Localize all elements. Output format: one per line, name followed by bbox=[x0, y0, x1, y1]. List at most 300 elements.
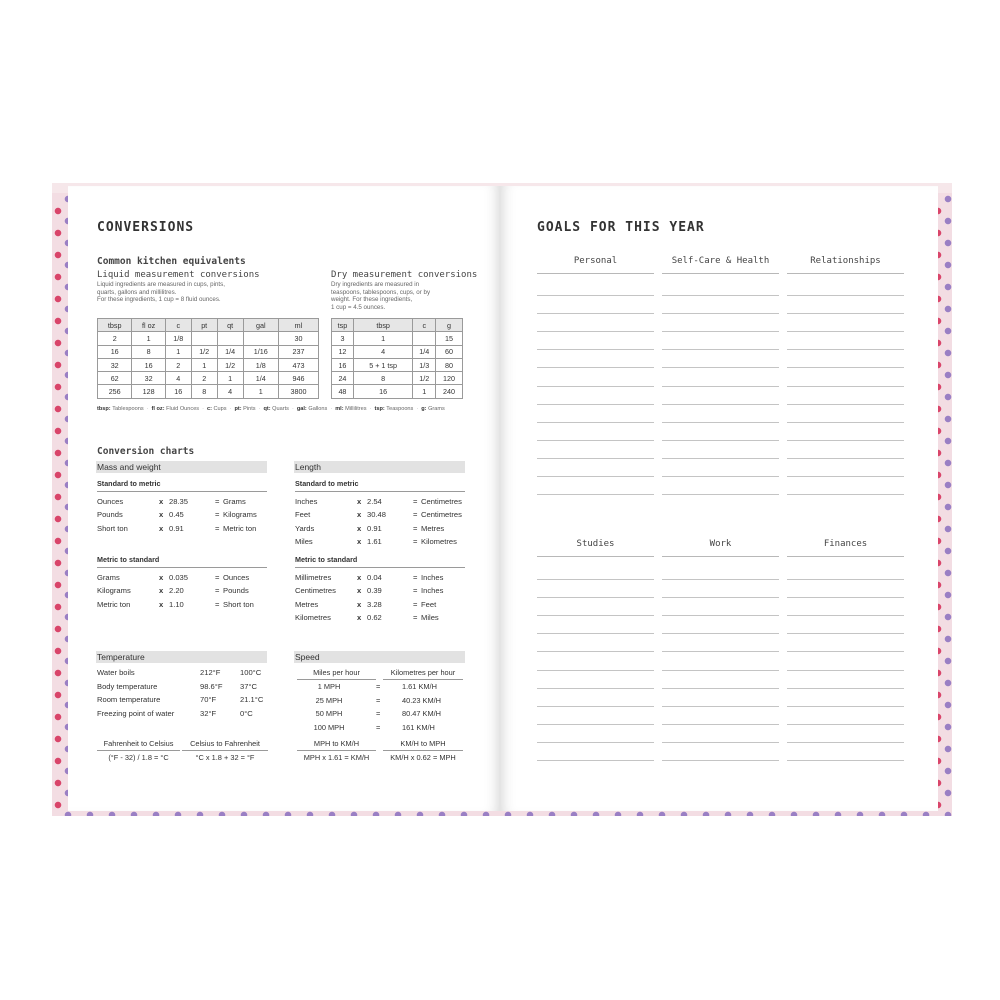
length-std-result-unit: Kilometres bbox=[421, 537, 457, 547]
goal-write-line[interactable] bbox=[662, 331, 779, 332]
goal-write-line[interactable] bbox=[787, 742, 904, 743]
length-met-unit: Centimetres bbox=[295, 586, 336, 596]
abbr-separator: · bbox=[291, 406, 294, 412]
abbreviations-legend bbox=[97, 406, 445, 412]
right-page bbox=[500, 186, 938, 811]
mass-met-row bbox=[97, 600, 269, 612]
goal-write-line[interactable] bbox=[787, 349, 904, 350]
length-met-factor: 0.62 bbox=[367, 613, 382, 623]
liquid-table-cell bbox=[217, 332, 243, 345]
speed-kmh-value: 161 KM/H bbox=[402, 722, 435, 732]
mass-met-times: x bbox=[159, 573, 164, 582]
length-std-result-unit: Centimetres bbox=[421, 497, 462, 506]
mass-std-result-unit: Grams bbox=[223, 497, 246, 506]
abbr-separator: · bbox=[202, 406, 204, 412]
goals-title: GOALS FOR THIS YEAR bbox=[537, 220, 705, 235]
goal-write-line[interactable] bbox=[537, 724, 654, 725]
length-header: Length bbox=[294, 461, 465, 473]
goal-write-line[interactable] bbox=[537, 688, 654, 689]
liquid-table-cell: 2 bbox=[191, 372, 217, 385]
mass-std-factor: 0.91 bbox=[169, 523, 184, 533]
length-std-times: x bbox=[357, 537, 362, 547]
goal-write-line[interactable] bbox=[662, 670, 779, 671]
liquid-table-row bbox=[98, 345, 319, 358]
goal-write-line[interactable] bbox=[787, 422, 904, 423]
mass-met-equals: = bbox=[215, 599, 220, 609]
goal-write-line[interactable] bbox=[537, 386, 654, 387]
dry-table-cell: 1/2 bbox=[413, 372, 436, 385]
dry-table-header-cell: tsp bbox=[332, 319, 354, 332]
length-met-unit: Kilometres bbox=[295, 613, 331, 623]
kmh-to-mph-formula: KM/H x 0.62 = MPH bbox=[390, 753, 456, 762]
goal-write-line[interactable] bbox=[662, 349, 779, 350]
goal-write-line[interactable] bbox=[662, 742, 779, 743]
goal-write-line[interactable] bbox=[787, 597, 904, 598]
goal-write-line[interactable] bbox=[662, 706, 779, 707]
length-met-times: x bbox=[357, 586, 362, 596]
liquid-table-cell: 1 bbox=[132, 332, 165, 345]
goal-write-line[interactable] bbox=[537, 458, 654, 459]
c-to-f-title: Celsius to Fahrenheit bbox=[182, 739, 268, 751]
abbr-value: Tablespoons bbox=[112, 406, 144, 412]
mass-met-unit: Kilograms bbox=[97, 586, 131, 596]
liquid-table-cell bbox=[243, 332, 278, 345]
length-met-equals: = bbox=[413, 613, 418, 623]
mass-std-equals: = bbox=[215, 523, 220, 533]
dry-table-cell: 12 bbox=[332, 345, 354, 358]
dry-table-cell: 240 bbox=[436, 385, 463, 398]
mass-std-unit: Short ton bbox=[97, 523, 128, 533]
temperature-celsius: 37°C bbox=[240, 681, 257, 691]
length-std-times: x bbox=[357, 497, 362, 506]
liquid-table-header-cell: fl oz bbox=[132, 319, 165, 332]
liquid-table-cell: 946 bbox=[278, 372, 318, 385]
liquid-table-cell: 16 bbox=[165, 385, 191, 398]
goal-write-line[interactable] bbox=[787, 440, 904, 441]
liquid-table-cell: 1 bbox=[217, 372, 243, 385]
dry-table-cell: 80 bbox=[436, 358, 463, 371]
goal-write-line[interactable] bbox=[537, 422, 654, 423]
mass-std-row bbox=[97, 524, 269, 536]
goal-write-line[interactable] bbox=[662, 440, 779, 441]
goal-write-line[interactable] bbox=[787, 367, 904, 368]
goal-write-line[interactable] bbox=[787, 760, 904, 761]
goal-write-line[interactable] bbox=[662, 597, 779, 598]
liquid-conversion-table bbox=[97, 318, 319, 399]
conversions-title: CONVERSIONS bbox=[97, 220, 195, 235]
goal-write-line[interactable] bbox=[787, 458, 904, 459]
goal-write-line[interactable] bbox=[787, 313, 904, 314]
length-met-row bbox=[295, 600, 467, 612]
liquid-table-cell: 3800 bbox=[278, 385, 318, 398]
liquid-table-cell bbox=[191, 332, 217, 345]
speed-equals: = bbox=[376, 722, 381, 732]
speed-equals: = bbox=[376, 682, 381, 691]
length-met-row bbox=[295, 573, 467, 585]
goal-write-line[interactable] bbox=[662, 386, 779, 387]
mass-std-factor: 28.35 bbox=[169, 497, 189, 506]
speed-equals: = bbox=[376, 709, 381, 719]
mass-std-factor: 0.45 bbox=[169, 510, 184, 520]
liquid-table-cell: 1/16 bbox=[243, 345, 278, 358]
goal-write-line[interactable] bbox=[662, 724, 779, 725]
speed-mph-value: 1 MPH bbox=[317, 682, 341, 691]
length-std-times: x bbox=[357, 523, 362, 533]
liquid-table-cell: 30 bbox=[278, 332, 318, 345]
mass-metric-to-std-title: Metric to standard bbox=[97, 555, 267, 568]
dry-table-header-cell: c bbox=[413, 319, 436, 332]
goal-write-line[interactable] bbox=[537, 494, 654, 495]
speed-kmh-value: 1.61 KM/H bbox=[402, 682, 437, 691]
goal-write-line[interactable] bbox=[537, 367, 654, 368]
goal-write-line[interactable] bbox=[662, 651, 779, 652]
temperature-fahrenheit: 98.6°F bbox=[200, 681, 223, 691]
dry-table-cell: 1 bbox=[353, 332, 412, 345]
goal-write-line[interactable] bbox=[537, 440, 654, 441]
kitchen-equivalents-title: Common kitchen equivalents bbox=[97, 256, 246, 267]
goal-column-work: Work bbox=[662, 539, 779, 557]
temperature-header: Temperature bbox=[96, 651, 267, 663]
goal-write-line[interactable] bbox=[662, 367, 779, 368]
goal-write-line[interactable] bbox=[787, 615, 904, 616]
length-met-result-unit: Feet bbox=[421, 599, 437, 609]
temperature-row bbox=[97, 709, 269, 721]
length-met-result-unit: Miles bbox=[421, 613, 439, 623]
abbr-value: Cups bbox=[213, 406, 227, 412]
goal-write-line[interactable] bbox=[662, 633, 779, 634]
mass-met-equals: = bbox=[215, 573, 220, 582]
f-to-c-formula: (°F - 32) / 1.8 = °C bbox=[108, 753, 169, 762]
liquid-table-cell: 8 bbox=[191, 385, 217, 398]
abbr-separator: · bbox=[229, 406, 232, 412]
mass-std-times: x bbox=[159, 510, 164, 520]
speed-mph-value: 100 MPH bbox=[313, 722, 345, 732]
length-met-equals: = bbox=[413, 573, 418, 582]
liquid-table-cell: 32 bbox=[132, 372, 165, 385]
temperature-row bbox=[97, 668, 269, 680]
liquid-table-cell: 2 bbox=[98, 332, 132, 345]
liquid-table-cell: 2 bbox=[165, 358, 191, 371]
temperature-fahrenheit: 70°F bbox=[200, 695, 217, 705]
mass-met-row bbox=[97, 573, 269, 585]
dry-table-cell: 5 + 1 tsp bbox=[353, 358, 412, 371]
speed-header: Speed bbox=[294, 651, 465, 663]
goal-write-line[interactable] bbox=[662, 422, 779, 423]
goal-write-line[interactable] bbox=[787, 295, 904, 296]
goal-write-line[interactable] bbox=[537, 742, 654, 743]
goal-write-line[interactable] bbox=[787, 579, 904, 580]
liquid-table-cell: 1 bbox=[165, 345, 191, 358]
length-std-unit: Feet bbox=[295, 510, 311, 520]
goal-write-line[interactable] bbox=[787, 670, 904, 671]
liquid-table-cell: 8 bbox=[132, 345, 165, 358]
mass-std-unit: Ounces bbox=[97, 497, 124, 506]
liquid-table-cell: 4 bbox=[217, 385, 243, 398]
dry-table-row bbox=[332, 345, 463, 358]
mass-std-times: x bbox=[159, 523, 164, 533]
abbr-value: Gallons bbox=[308, 406, 328, 412]
length-std-row bbox=[295, 537, 467, 549]
abbr-separator: · bbox=[146, 406, 149, 412]
dry-table-header-cell: g bbox=[436, 319, 463, 332]
liquid-table-cell: 62 bbox=[98, 372, 132, 385]
length-std-factor: 1.61 bbox=[367, 537, 382, 547]
goal-write-line[interactable] bbox=[537, 476, 654, 477]
length-std-unit: Miles bbox=[295, 537, 313, 547]
mph-to-kmh-title: MPH to KM/H bbox=[297, 739, 376, 751]
length-met-unit: Metres bbox=[295, 599, 319, 609]
speed-equals: = bbox=[376, 695, 381, 705]
goal-write-line[interactable] bbox=[787, 706, 904, 707]
mass-std-unit: Pounds bbox=[97, 510, 123, 520]
dry-table-cell: 3 bbox=[332, 332, 354, 345]
length-std-to-metric-title: Standard to metric bbox=[295, 479, 465, 492]
mass-met-times: x bbox=[159, 599, 164, 609]
dry-table-cell: 120 bbox=[436, 372, 463, 385]
goal-write-line[interactable] bbox=[787, 688, 904, 689]
mass-std-equals: = bbox=[215, 510, 220, 520]
abbr-key: fl oz: bbox=[151, 406, 167, 412]
length-met-factor: 0.39 bbox=[367, 586, 382, 596]
goal-write-line[interactable] bbox=[787, 331, 904, 332]
goal-write-line[interactable] bbox=[662, 295, 779, 296]
mass-std-row bbox=[97, 510, 269, 522]
speed-mph-value: 50 MPH bbox=[315, 709, 343, 719]
conversion-charts-title: Conversion charts bbox=[97, 446, 195, 457]
mass-met-unit: Grams bbox=[97, 573, 120, 582]
temperature-row bbox=[97, 682, 269, 694]
length-std-result-unit: Centimetres bbox=[421, 510, 462, 520]
goal-write-line[interactable] bbox=[537, 349, 654, 350]
abbr-value: Quarts bbox=[272, 406, 289, 412]
mass-met-factor: 1.10 bbox=[169, 599, 184, 609]
length-met-factor: 3.28 bbox=[367, 599, 382, 609]
liquid-description: Liquid ingredients are measured in cups, pints, quarts, gallons and millilitres. For these ingredients, 1 cup = 8 fluid ounces. bbox=[97, 281, 225, 304]
abbr-value: Pints bbox=[243, 406, 256, 412]
mass-met-row bbox=[97, 586, 269, 598]
dry-table-cell: 1 bbox=[413, 385, 436, 398]
dry-table-row bbox=[332, 385, 463, 398]
mass-std-result-unit: Metric ton bbox=[223, 523, 257, 533]
abbr-separator: · bbox=[330, 406, 333, 412]
mph-col-title: Miles per hour bbox=[297, 668, 376, 680]
length-std-factor: 30.48 bbox=[367, 510, 387, 520]
goal-column-finances: Finances bbox=[787, 539, 904, 557]
abbr-separator: · bbox=[369, 406, 372, 412]
length-std-factor: 2.54 bbox=[367, 497, 382, 506]
goal-column-personal: Personal bbox=[537, 256, 654, 274]
liquid-table-cell: 1/2 bbox=[217, 358, 243, 371]
mass-std-to-metric-title: Standard to metric bbox=[97, 479, 267, 492]
abbr-key: qt: bbox=[263, 406, 273, 412]
mass-weight-header: Mass and weight bbox=[96, 461, 267, 473]
goal-write-line[interactable] bbox=[787, 494, 904, 495]
liquid-table-header-cell: qt bbox=[217, 319, 243, 332]
length-met-times: x bbox=[357, 573, 362, 582]
abbr-key: tbsp: bbox=[97, 406, 113, 412]
mph-to-kmh-formula: MPH x 1.61 = KM/H bbox=[303, 753, 370, 762]
goal-write-line[interactable] bbox=[537, 760, 654, 761]
goal-write-line[interactable] bbox=[537, 615, 654, 616]
goal-write-line[interactable] bbox=[787, 386, 904, 387]
liquid-table-header-cell: gal bbox=[243, 319, 278, 332]
length-met-times: x bbox=[357, 613, 362, 623]
liquid-table-cell: 1/4 bbox=[243, 372, 278, 385]
goal-write-line[interactable] bbox=[662, 688, 779, 689]
mass-met-result-unit: Pounds bbox=[223, 586, 249, 596]
liquid-table-header-cell: c bbox=[165, 319, 191, 332]
goal-write-line[interactable] bbox=[662, 579, 779, 580]
liquid-table-cell: 128 bbox=[132, 385, 165, 398]
goal-write-line[interactable] bbox=[787, 633, 904, 634]
temperature-celsius: 0°C bbox=[240, 708, 253, 718]
length-metric-to-std-title: Metric to standard bbox=[295, 555, 465, 568]
dry-table-cell bbox=[413, 332, 436, 345]
dry-table-cell: 60 bbox=[436, 345, 463, 358]
goal-write-line[interactable] bbox=[662, 615, 779, 616]
speed-kmh-value: 40.23 KM/H bbox=[402, 695, 442, 705]
length-std-equals: = bbox=[413, 523, 418, 533]
speed-mph-value: 25 MPH bbox=[315, 695, 343, 705]
goal-write-line[interactable] bbox=[537, 597, 654, 598]
liquid-table-cell: 1 bbox=[191, 358, 217, 371]
dry-table-header-cell: tbsp bbox=[353, 319, 412, 332]
length-std-result-unit: Metres bbox=[421, 523, 445, 533]
abbr-key: tsp: bbox=[374, 406, 387, 412]
goal-write-line[interactable] bbox=[787, 404, 904, 405]
mass-met-factor: 0.035 bbox=[169, 573, 189, 582]
liquid-title: Liquid measurement conversions bbox=[97, 270, 260, 280]
f-to-c-title: Fahrenheit to Celsius bbox=[97, 739, 180, 751]
dry-title: Dry measurement conversions bbox=[331, 270, 478, 280]
dry-table-row bbox=[332, 332, 463, 345]
liquid-table-cell: 1 bbox=[243, 385, 278, 398]
abbr-separator: · bbox=[416, 406, 419, 412]
liquid-table-cell: 1/2 bbox=[191, 345, 217, 358]
goal-write-line[interactable] bbox=[537, 313, 654, 314]
length-std-times: x bbox=[357, 510, 362, 520]
temperature-celsius: 21.1°C bbox=[240, 695, 264, 705]
liquid-table-cell: 1/8 bbox=[243, 358, 278, 371]
goal-write-line[interactable] bbox=[787, 476, 904, 477]
abbr-value: Teaspoons bbox=[386, 406, 414, 412]
speed-kmh-value: 80.47 KM/H bbox=[402, 709, 442, 719]
length-met-equals: = bbox=[413, 599, 418, 609]
temperature-row bbox=[97, 695, 269, 707]
goal-write-line[interactable] bbox=[662, 760, 779, 761]
dry-table-cell: 4 bbox=[353, 345, 412, 358]
length-met-row bbox=[295, 613, 467, 625]
dry-table-cell: 1/3 bbox=[413, 358, 436, 371]
mass-met-result-unit: Short ton bbox=[223, 599, 254, 609]
length-std-unit: Inches bbox=[295, 497, 318, 506]
length-met-times: x bbox=[357, 599, 362, 609]
liquid-table-header-cell: tbsp bbox=[98, 319, 132, 332]
length-std-equals: = bbox=[413, 510, 418, 520]
liquid-table-cell: 16 bbox=[132, 358, 165, 371]
length-met-factor: 0.04 bbox=[367, 573, 382, 582]
dry-table-cell: 16 bbox=[353, 385, 412, 398]
length-std-row bbox=[295, 510, 467, 522]
mass-std-equals: = bbox=[215, 497, 220, 506]
mass-met-factor: 2.20 bbox=[169, 586, 184, 596]
abbr-key: gal: bbox=[296, 406, 309, 412]
goal-write-line[interactable] bbox=[537, 295, 654, 296]
dry-conversion-table bbox=[331, 318, 463, 399]
goal-write-line[interactable] bbox=[662, 494, 779, 495]
liquid-table-row bbox=[98, 332, 319, 345]
temperature-fahrenheit: 212°F bbox=[200, 668, 221, 677]
liquid-table-cell: 32 bbox=[98, 358, 132, 371]
abbr-separator: · bbox=[258, 406, 261, 412]
goal-column-relationships: Relationships bbox=[787, 256, 904, 274]
temperature-label: Freezing point of water bbox=[97, 708, 175, 718]
mass-met-equals: = bbox=[215, 586, 220, 596]
liquid-table-header-cell: ml bbox=[278, 319, 318, 332]
goal-write-line[interactable] bbox=[662, 476, 779, 477]
goal-write-line[interactable] bbox=[537, 633, 654, 634]
abbr-key: g: bbox=[421, 406, 429, 412]
liquid-table-cell: 237 bbox=[278, 345, 318, 358]
mass-met-unit: Metric ton bbox=[97, 599, 131, 609]
dry-table-cell: 8 bbox=[353, 372, 412, 385]
liquid-table-header-cell: pt bbox=[191, 319, 217, 332]
goal-write-line[interactable] bbox=[537, 651, 654, 652]
goal-write-line[interactable] bbox=[662, 313, 779, 314]
length-std-factor: 0.91 bbox=[367, 523, 382, 533]
length-met-row bbox=[295, 586, 467, 598]
liquid-table-cell: 1/4 bbox=[217, 345, 243, 358]
length-met-unit: Millimetres bbox=[295, 573, 332, 582]
goal-write-line[interactable] bbox=[537, 331, 654, 332]
temperature-fahrenheit: 32°F bbox=[200, 708, 217, 718]
dry-table-cell: 16 bbox=[332, 358, 354, 371]
liquid-table-row bbox=[98, 372, 319, 385]
abbr-key: c: bbox=[206, 406, 214, 412]
dry-table-row bbox=[332, 372, 463, 385]
goal-write-line[interactable] bbox=[662, 404, 779, 405]
goal-write-line[interactable] bbox=[537, 670, 654, 671]
goal-write-line[interactable] bbox=[537, 706, 654, 707]
length-std-equals: = bbox=[413, 537, 418, 547]
dry-table-cell: 15 bbox=[436, 332, 463, 345]
goal-write-line[interactable] bbox=[537, 404, 654, 405]
liquid-table-row bbox=[98, 385, 319, 398]
goal-write-line[interactable] bbox=[537, 579, 654, 580]
length-met-result-unit: Inches bbox=[421, 573, 444, 582]
mass-met-times: x bbox=[159, 586, 164, 596]
goal-write-line[interactable] bbox=[787, 724, 904, 725]
liquid-table-cell: 1/8 bbox=[165, 332, 191, 345]
temperature-label: Body temperature bbox=[97, 681, 158, 691]
goal-column-studies: Studies bbox=[537, 539, 654, 557]
liquid-table-cell: 473 bbox=[278, 358, 318, 371]
dry-description: Dry ingredients are measured in teaspoons, tablespoons, cups, or by weight. For these ingredients, 1 cup = 4.5 ounces. bbox=[331, 281, 431, 311]
kmh-to-mph-title: KM/H to MPH bbox=[383, 739, 463, 751]
abbr-key: pt: bbox=[234, 406, 244, 412]
dry-table-cell: 1/4 bbox=[413, 345, 436, 358]
length-std-row bbox=[295, 524, 467, 536]
goal-write-line[interactable] bbox=[787, 651, 904, 652]
abbr-value: Grams bbox=[428, 406, 445, 412]
abbr-value: Millilitres bbox=[345, 406, 367, 412]
goal-write-line[interactable] bbox=[662, 458, 779, 459]
length-std-row bbox=[295, 497, 467, 509]
dry-table-cell: 48 bbox=[332, 385, 354, 398]
abbr-value: Fluid Ounces bbox=[166, 406, 200, 412]
dry-table-row bbox=[332, 358, 463, 371]
mass-std-result-unit: Kilograms bbox=[223, 510, 257, 520]
